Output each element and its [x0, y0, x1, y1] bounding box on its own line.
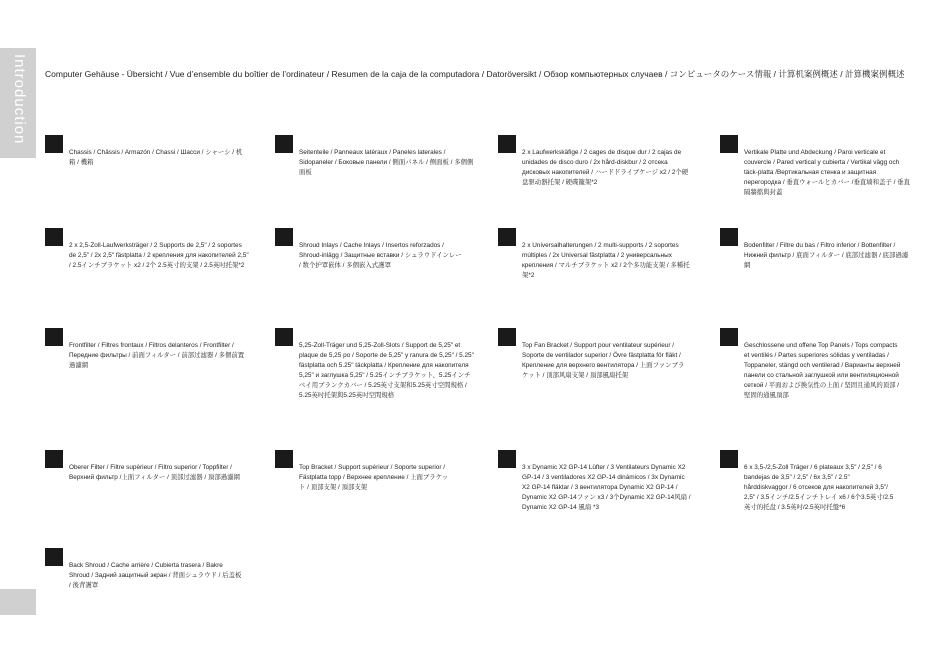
part-label: 6 x 3,5-/2,5-Zoll Träger / 6 plateaux 3,5" / 2,5" / 6 bandejas de 3,5" / 2,5" / 6x 3,5" / 2.5" hårddiskvaggor / 6 отсеков для накопителей 3,5"/ 2,5" / 3.5インチ/2.5インチトレイ x6 / 6个3.5英寸/2.5英寸的托盘 / 3.5英吋/2.5英吋托盤*6	[744, 464, 894, 511]
part-marker	[275, 135, 293, 153]
part-label: 2 x 2,5-Zoll-Laufwerksträger / 2 Supports de 2,5" / 2 soportes de 2,5" / 2x 2,5" fästplatta / 2 крепления для накопителей 2,5" / 2.5インチブラケット x2 / 2个 2.5英寸的支架 / 2.5英吋托架*2	[69, 242, 249, 269]
part-label: Vertikale Platte und Abdeckung / Paroi verticale et couvercle / Pared vertical y cubierta / Vertikal vägg och täck-platta /Вертикальная стенка и защитная перегородка / 垂直ウォールとカバー /垂直墙和盖子 / 垂直隔牆擋與封蓋	[744, 149, 910, 196]
part-marker	[275, 450, 293, 468]
part-label: 3 x Dynamic X2 GP-14 Lüfter / 3 Ventilateurs Dynamic X2 GP-14 / 3 ventiladores X2 GP-14 dinámicos / 3x Dynamic X2 GP-14 fläktar / 3 вентилятора Dynamic X2 GP-14 / Dynamic X2 GP-14ファン x3 / 3个Dynamic X2 GP-14风扇 / Dynamic X2 GP-14 風扇 *3	[522, 464, 691, 511]
part-label: Oberer Filter / Filtre supérieur / Filtro superior / Toppfilter / Верхний фильтр /上面フィルター / 顶部过滤器 / 頂部過濾網	[69, 464, 240, 481]
part-marker	[720, 328, 738, 346]
part-label: Frontfilter / Filtres frontaux / Filtros delanteros / Frontfilter / Передние фильтры / 前面フィルター / 前部过滤器 / 多個前置過濾網	[69, 342, 245, 369]
part-marker	[45, 548, 63, 566]
part-marker	[498, 328, 516, 346]
part-marker	[720, 228, 738, 246]
part-label: Geschlossene und offene Top Panels / Tops compacts et ventilés / Partes superiores sólidas y ventiladas / Toppaneler, stängd och ventilerad / Варианты верхней панели со стальной заглушкой или вентиляционной сеткой / 平面および換気性の上面 / 坚固且通风的顶部 / 堅固的通風頂部	[744, 342, 901, 399]
part-label: 2 x Universalhalterungen / 2 multi-supports / 2 soportes múltiples / 2x Universal fästplatta / 2 универсальных крепления / マルチブラケット x2 / 2个多功能支架 / 多種托架*2	[522, 242, 690, 279]
part-label: Top Fan Bracket / Support pour ventilateur supérieur / Soporte de ventilador superior / Övre fästplatta för fläkt / Крепление для верхнего вентилятора / 上面ファンブラケット / 顶部风扇支架 / 頂部風扇托架	[522, 342, 685, 379]
part-marker	[275, 328, 293, 346]
part-marker	[45, 328, 63, 346]
part-marker	[720, 450, 738, 468]
part-label: Seitenteile / Panneaux latéraux / Paneles laterales / Sidopaneler / Боковые панели / 側面パネル / 侧面板 / 多個側面板	[299, 149, 474, 176]
part-label: Back Shroud / Cache arrière / Cubierta trasera / Bakre Shroud / Задний защитный экран / 背面シュラウド / 后盖板 / 後背護罩	[69, 562, 242, 589]
part-marker	[498, 450, 516, 468]
part-marker	[720, 135, 738, 153]
part-label: Shroud Inlays / Cache Inlays / Insertos reforzados / Shroud-inlägg / Защитные вставки / シュラウドインレー / 数个护罩嵌体 / 多個嵌入式護罩	[299, 242, 462, 269]
page-marker	[0, 589, 36, 615]
part-marker	[498, 135, 516, 153]
part-marker	[498, 228, 516, 246]
section-tab	[0, 48, 36, 158]
part-marker	[45, 228, 63, 246]
part-label: 2 x Laufwerkskäfige / 2 cages de disque dur / 2 cajas de unidades de disco duro / 2x hård-diskbur / 2 отсека дисковых накопителей / ハードドライブケージ x2 / 2个硬盘驱动器托架 / 硬碟籠架*2	[522, 149, 689, 186]
part-label: Bodenfilter / Filtre du bas / Filtro inferior / Bottenfilter / Нижний фильтр / 底面フィルター / 底部过滤器 / 底部過濾網	[744, 242, 909, 269]
part-label: Top Bracket / Support supérieur / Soporte superior / Fästplatta topp / Верхнее крепление / 上面ブラケット / 顶部支架 / 頂部支架	[299, 464, 449, 491]
part-marker	[45, 135, 63, 153]
part-marker	[275, 228, 293, 246]
section-tab-label: Introduction	[11, 54, 28, 145]
page-title: Computer Gehäuse - Übersicht / Vue d’ensemble du boîtier de l’ordinateur / Resumen de la caja de la computadora / Datoröversikt / Обзор компьютерных случаев / コンピュータのケース情報 / 计算机案例概述 / 計算機案例概述	[45, 69, 905, 79]
part-marker	[45, 450, 63, 468]
part-label: 5,25-Zoll-Träger und 5,25-Zoll-Slots / Support de 5,25" et plaque de 5,25 po / Soporte de 5,25" y ranura de 5,25" / 5.25" fästplatta och 5.25" täckplatta / Крепление для накопителя 5,25" и заглушка 5,25" / 5.25インチブラケット、5.25インチベイ用ブランクカバー / 5.25英寸支架和5.25英寸空間規格 / 5.25英吋托架與5.25英吋空間規格	[299, 342, 474, 399]
part-label: Chassis / Châssis / Armazón / Chassi / Шасси / シャーシ / 机箱 / 機箱	[69, 149, 243, 166]
